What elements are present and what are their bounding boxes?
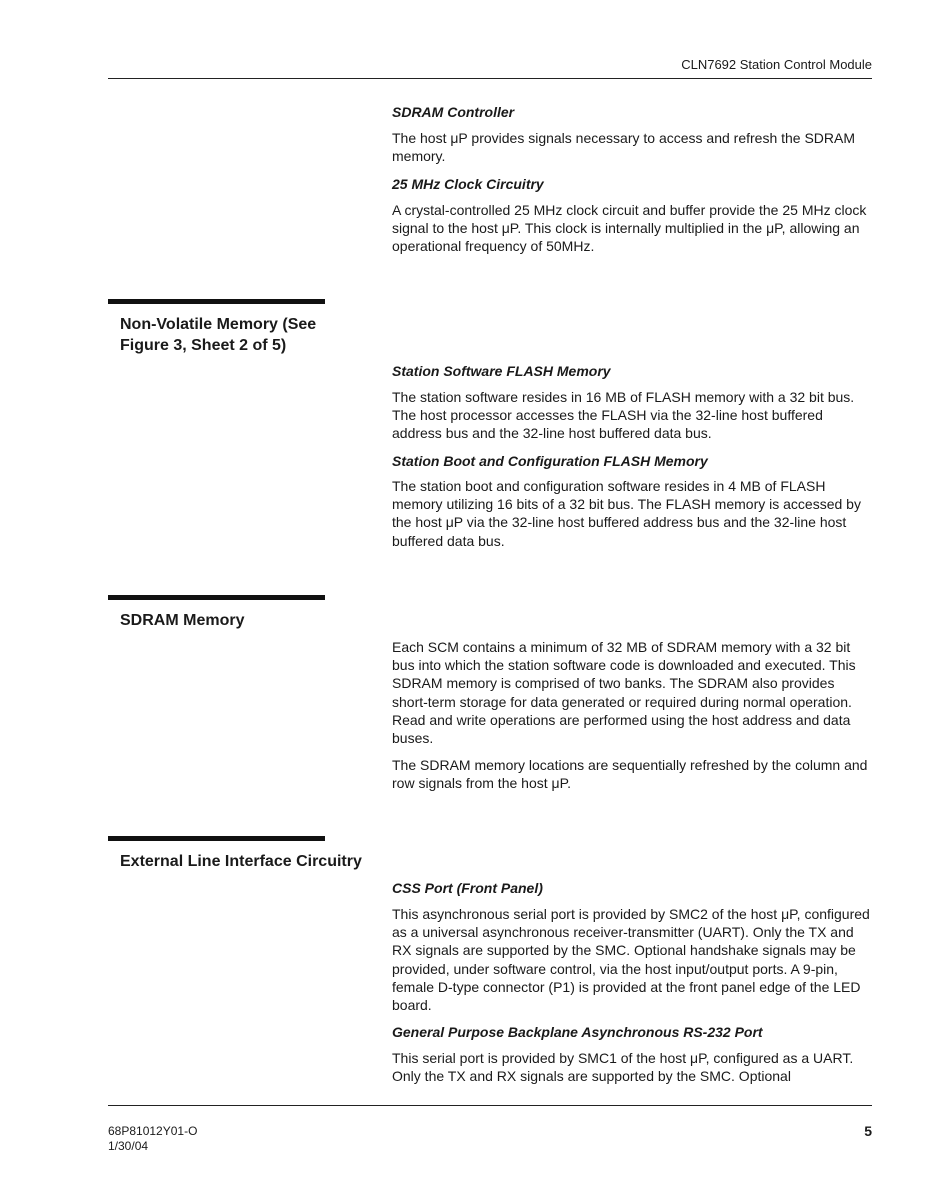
subheading-rs232-port: General Purpose Backplane Asynchronous RS-232 Port [392, 1024, 763, 1040]
subheading-clock-circuitry: 25 MHz Clock Circuitry [392, 176, 544, 192]
footer-doc-info [108, 1124, 197, 1154]
subheading-sdram-controller: SDRAM Controller [392, 104, 515, 120]
paragraph-css-port [392, 905, 870, 1014]
section-bar-nonvolatile [108, 299, 325, 304]
section-title-sdram-memory: SDRAM Memory [120, 612, 245, 629]
paragraph-text: The station software resides in 16 MB of FLASH memory with a 32 bit bus. The host processor accesses the FLASH via the 32-line host buffered address bus and the 32-line host buffered data bus. [392, 389, 855, 442]
section-title-external-interface: External Line Interface Circuitry [120, 853, 362, 870]
subheading-css-port: CSS Port (Front Panel) [392, 880, 543, 896]
paragraph-clock-circuitry [392, 201, 870, 256]
subheading-station-flash: Station Software FLASH Memory [392, 363, 611, 379]
footer-rule [108, 1105, 872, 1106]
paragraph-station-flash [392, 388, 870, 443]
paragraph-sdram-memory-1 [392, 638, 870, 747]
header-rule [108, 78, 872, 79]
paragraph-text: The SDRAM memory locations are sequentially refreshed by the column and row signals from the host μP. [392, 757, 868, 792]
paragraph-text: Each SCM contains a minimum of 32 MB of SDRAM memory with a 32 bit bus into which the station software code is downloaded and executed. This SDRAM memory is comprised of two banks. The SDRAM also provides short-term storage for data generated or required during normal operation. Read and write operations are performed using the host address and data buses. [392, 639, 856, 747]
paragraph-sdram-controller [392, 129, 870, 165]
paragraph-rs232-port [392, 1049, 870, 1085]
paragraph-text: The host μP provides signals necessary to access and refresh the SDRAM memory. [392, 130, 856, 165]
page-number: 5 [864, 1123, 872, 1139]
paragraph-sdram-memory-2 [392, 756, 870, 792]
subheading-boot-flash: Station Boot and Configuration FLASH Memory [392, 453, 708, 469]
paragraph-boot-flash [392, 477, 870, 550]
paragraph-text: This serial port is provided by SMC1 of the host μP, configured as a UART. Only the TX and RX signals are supported by the SMC. Optional [392, 1050, 854, 1085]
footer-date: 1/30/04 [108, 1139, 149, 1153]
paragraph-text: This asynchronous serial port is provided by SMC2 of the host μP, configured as a universal asynchronous receiver-transmitter (UART). Only the TX and RX signals are supported by the SMC. Optional handshake signals may be provided, under software control, via the host input/output ports. A 9-pin, female D-type connector (P1) is provided at the front panel edge of the LED board. [392, 906, 870, 1014]
section-title-nonvolatile-memory: Non-Volatile Memory (See Figure 3, Sheet 2 of 5) [120, 316, 317, 354]
paragraph-text: A crystal-controlled 25 MHz clock circuit and buffer provide the 25 MHz clock signal to the host μP. This clock is internally multiplied in the μP, allowing an operational frequency of 50MHz. [392, 202, 867, 255]
footer-doc-number: 68P81012Y01-O [108, 1124, 198, 1138]
section-bar-external-interface [108, 836, 325, 841]
paragraph-text: The station boot and configuration software resides in 4 MB of FLASH memory utilizing 16 bits of a 32 bit bus. The FLASH memory is accessed by the host μP via the 32-line host buffered address bus and the 32-line host buffered data bus. [392, 478, 861, 549]
running-header-title: CLN7692 Station Control Module [681, 57, 872, 72]
section-bar-sdram-memory [108, 595, 325, 600]
